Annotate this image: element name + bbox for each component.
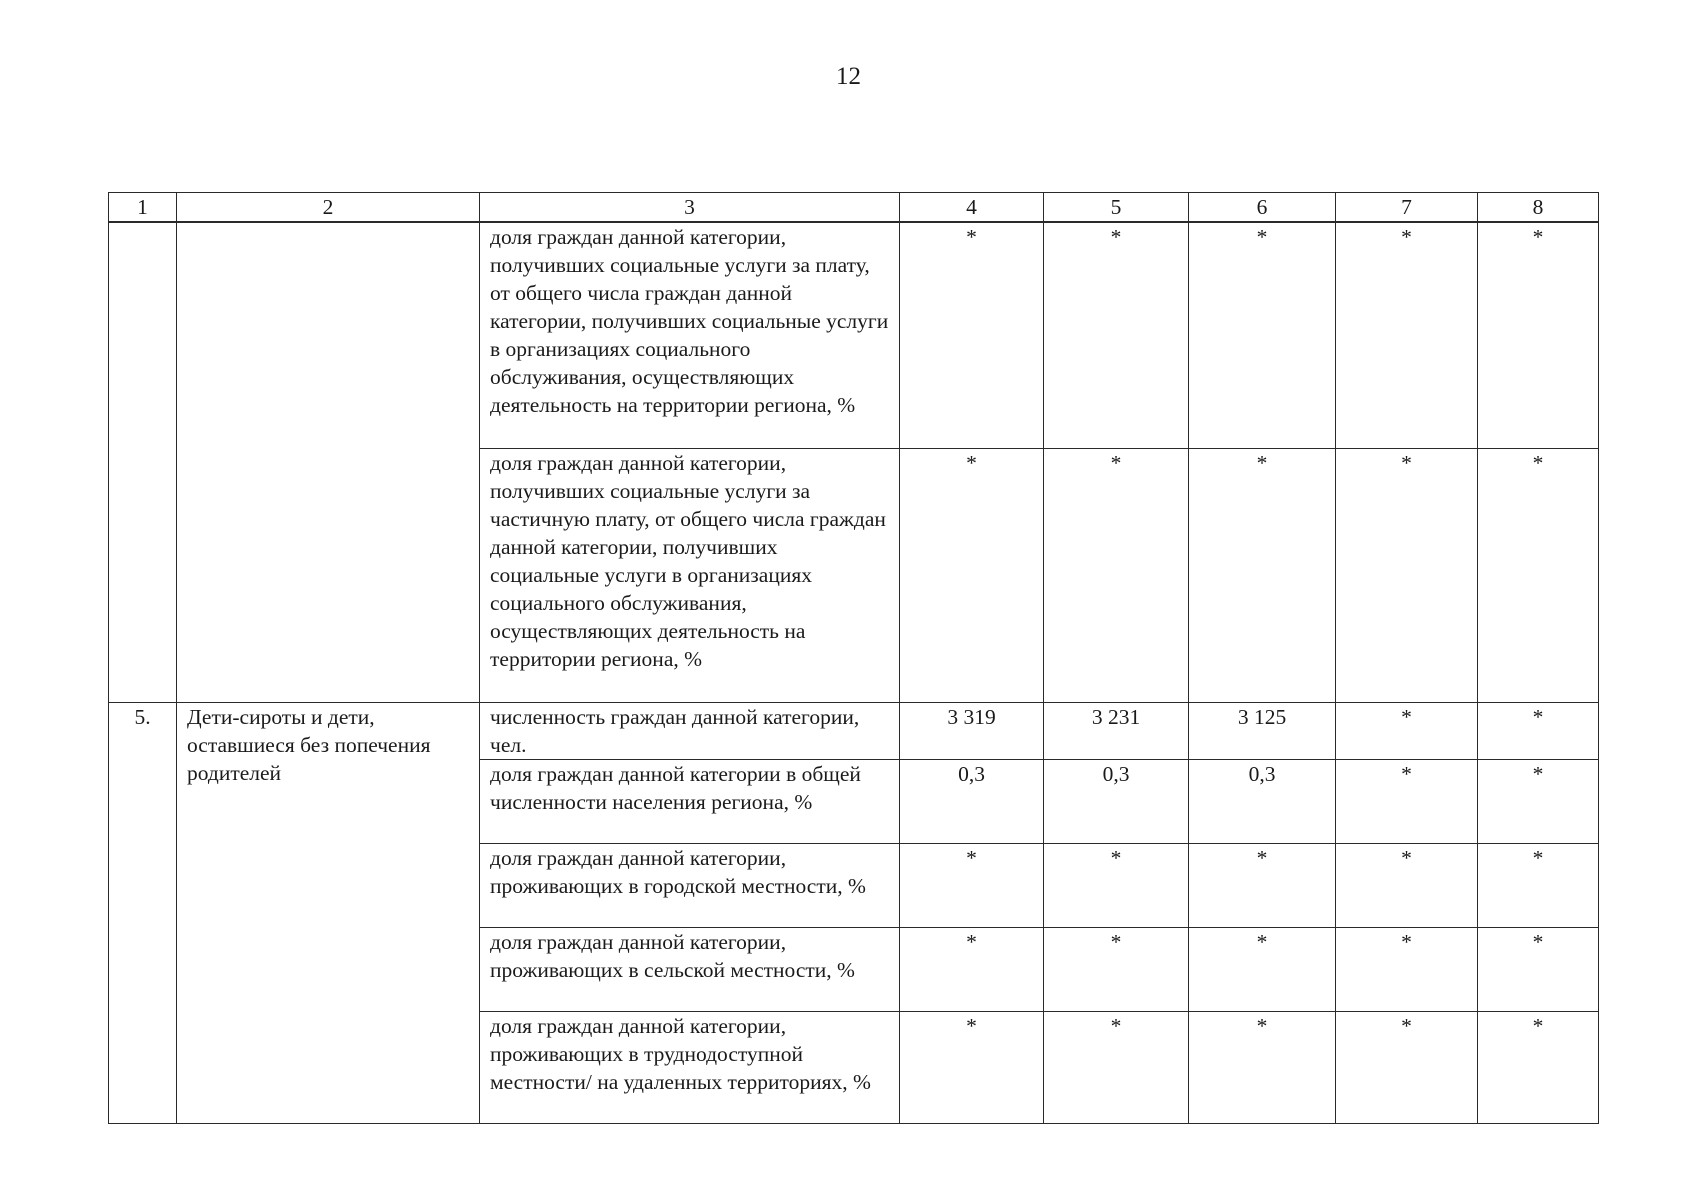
value-cell-col8: * <box>1478 222 1599 448</box>
value-cell-col5: * <box>1044 222 1189 448</box>
row-number-cell <box>109 222 177 702</box>
value-cell-col5: 3 231 <box>1044 702 1189 759</box>
column-header-7: 7 <box>1336 193 1478 223</box>
column-header-8: 8 <box>1478 193 1599 223</box>
indicator-cell: доля граждан данной категории, проживающих в труднодоступной местности/ на удаленных территориях, % <box>480 1011 900 1123</box>
value-cell-col5: * <box>1044 1011 1189 1123</box>
value-cell-col4: * <box>900 1011 1044 1123</box>
value-cell-col4: * <box>900 448 1044 702</box>
value-cell-col8: * <box>1478 843 1599 927</box>
value-cell-col6: 0,3 <box>1189 759 1336 843</box>
column-number-row <box>109 193 1599 223</box>
category-cell: Дети-сироты и дети, оставшиеся без попечения родителей <box>177 702 480 1123</box>
indicator-cell: доля граждан данной категории в общей численности населения региона, % <box>480 759 900 843</box>
value-cell-col8: * <box>1478 759 1599 843</box>
column-header-6: 6 <box>1189 193 1336 223</box>
value-cell-col5: * <box>1044 448 1189 702</box>
indicator-cell: доля граждан данной категории, проживающих в сельской местности, % <box>480 927 900 1011</box>
value-cell-col6: * <box>1189 843 1336 927</box>
table-row <box>109 222 1599 448</box>
value-cell-col4: 0,3 <box>900 759 1044 843</box>
value-cell-col6: * <box>1189 448 1336 702</box>
value-cell-col7: * <box>1336 759 1478 843</box>
category-cell <box>177 222 480 702</box>
column-header-4: 4 <box>900 193 1044 223</box>
indicator-cell: доля граждан данной категории, получивших социальные услуги за частичную плату, от общего числа граждан данной категории, получивших социальные услуги в организациях социального обслуживания, осуществляющих деятельность на территории региона, % <box>480 448 900 702</box>
page-number: 12 <box>836 63 861 90</box>
value-cell-col8: * <box>1478 448 1599 702</box>
column-header-3: 3 <box>480 193 900 223</box>
value-cell-col5: * <box>1044 927 1189 1011</box>
value-cell-col7: * <box>1336 702 1478 759</box>
row-number-cell: 5. <box>109 702 177 1123</box>
value-cell-col8: * <box>1478 1011 1599 1123</box>
indicator-cell: численность граждан данной категории, чел. <box>480 702 900 759</box>
indicator-table <box>108 192 1599 1124</box>
column-header-2: 2 <box>177 193 480 223</box>
value-cell-col7: * <box>1336 222 1478 448</box>
value-cell-col8: * <box>1478 927 1599 1011</box>
value-cell-col6: 3 125 <box>1189 702 1336 759</box>
value-cell-col5: 0,3 <box>1044 759 1189 843</box>
value-cell-col8: * <box>1478 702 1599 759</box>
table-row <box>109 702 1599 759</box>
value-cell-col6: * <box>1189 927 1336 1011</box>
value-cell-col7: * <box>1336 843 1478 927</box>
value-cell-col7: * <box>1336 448 1478 702</box>
column-header-5: 5 <box>1044 193 1189 223</box>
value-cell-col7: * <box>1336 927 1478 1011</box>
value-cell-col6: * <box>1189 1011 1336 1123</box>
column-header-1: 1 <box>109 193 177 223</box>
value-cell-col5: * <box>1044 843 1189 927</box>
value-cell-col6: * <box>1189 222 1336 448</box>
indicator-cell: доля граждан данной категории, получивших социальные услуги за плату, от общего числа граждан данной категории, получивших социальные услуги в организациях социального обслуживания, осуществляющих деятельность на территории региона, % <box>480 222 900 448</box>
value-cell-col4: 3 319 <box>900 702 1044 759</box>
value-cell-col4: * <box>900 222 1044 448</box>
value-cell-col4: * <box>900 843 1044 927</box>
value-cell-col7: * <box>1336 1011 1478 1123</box>
indicator-cell: доля граждан данной категории, проживающих в городской местности, % <box>480 843 900 927</box>
value-cell-col4: * <box>900 927 1044 1011</box>
